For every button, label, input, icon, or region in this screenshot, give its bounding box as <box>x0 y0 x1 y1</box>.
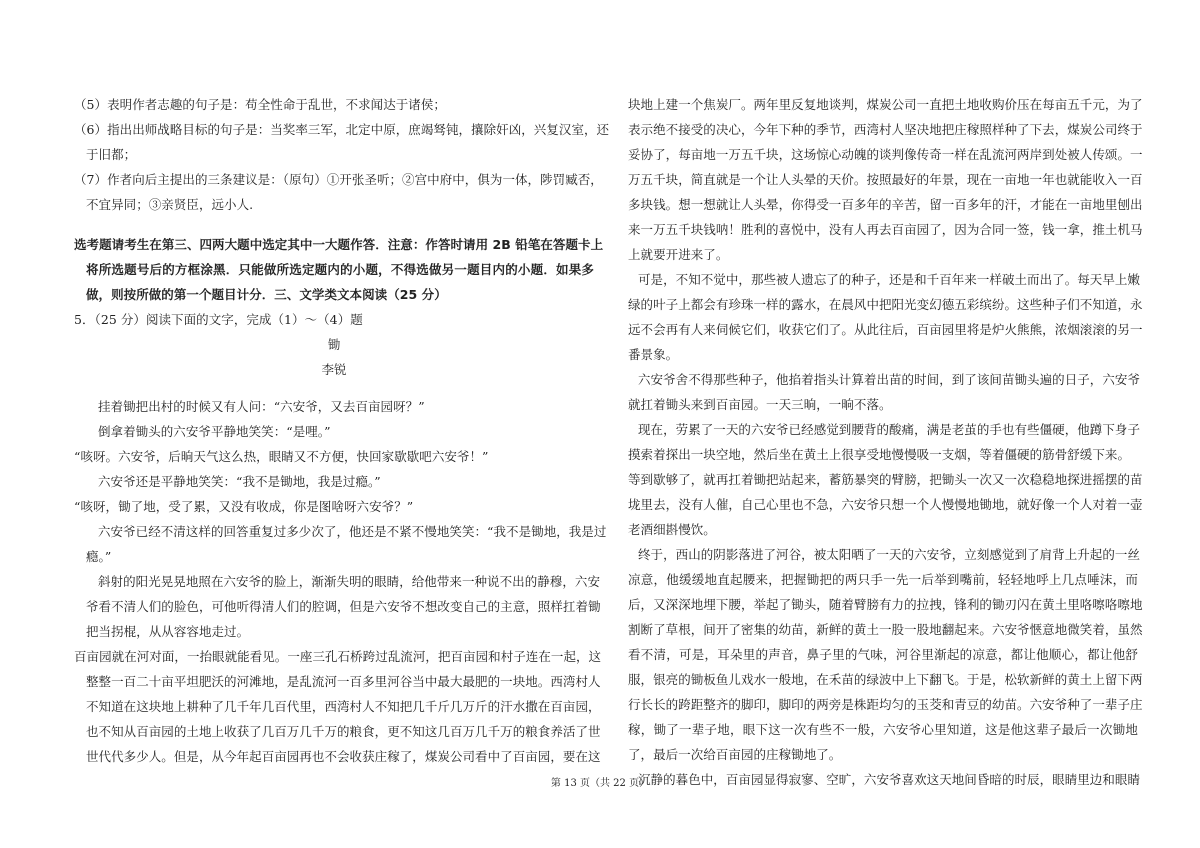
paragraph-2: 倒拿着锄头的六安爷平静地笑笑：“是哩。” <box>98 424 331 439</box>
right-line-10: 远不会再有人来伺候它们，收获它们了。从此往后，百亩园里将是炉火熊熊，浓烟滚滚的另一 <box>628 322 1143 337</box>
right-column <box>628 92 1143 792</box>
right-line-24: 服，银亮的锄板鱼儿戏水一般地，在禾苗的绿波中上下翻飞。于是，松软新鲜的黄土上留下两 <box>628 672 1143 687</box>
right-line-2: 表示绝不接受的决心，今年下种的季节，西湾村人坚决地把庄稼照样种了下去，煤炭公司终于 <box>628 122 1143 137</box>
right-line-8: 可是，不知不觉中，那些被人遗忘了的种子，还是和千百年来一样破土而出了。每天早上嫩 <box>638 272 1141 287</box>
paragraph-7-line-3: 把当拐棍，从从容容地走过。 <box>86 624 250 639</box>
paragraph-8-line-1: 百亩园就在河对面，一抬眼就能看见。一座三孔石桥跨过乱流河，把百亩园和村子连在一起，这 <box>74 649 602 664</box>
paragraph-1: 挂着锄把出村的时候又有人问：“六安爷，又去百亩园呀？” <box>98 399 425 414</box>
right-line-12: 六安爷舍不得那些种子，他掐着指头计算着出苗的时间，到了该间苗锄头遍的日子，六安爷 <box>638 372 1141 387</box>
spacer <box>74 382 594 394</box>
right-line-22: 割断了草根，间开了密集的幼苗，新鲜的黄土一股一股地翻起来。六安爷惬意地微笑着，虽然 <box>628 622 1143 637</box>
paragraph-7-line-1: 斜射的阳光晃晃地照在六安爷的脸上，渐渐失明的眼睛，给他带来一种说不出的静穆，六安 <box>98 574 601 589</box>
answer-7-line-1: （7）作者向后主提出的三条建议是：（原句）①开张圣听；②宫中府中，俱为一体，陟罚臧否， <box>74 172 603 187</box>
instruction-line-3: 做，则按所做的第一个题目计分．三、文学类文本阅读（25 分） <box>86 287 447 302</box>
right-line-15: 摸索着探出一块空地，然后坐在黄土上很享受地慢慢吸一支烟，等着僵硬的筋骨舒缓下来。 <box>628 447 1131 462</box>
answer-7-line-2: 不宜异同；③亲贤臣，远小人. <box>86 197 254 212</box>
right-line-1: 块地上建一个焦炭厂。两年里反复地谈判，煤炭公司一直把土地收购价压在每亩五千元，为了 <box>628 97 1143 112</box>
right-line-19: 终于，西山的阴影落进了河谷，被太阳晒了一天的六安爷，立刻感觉到了肩背上升起的一丝 <box>638 547 1141 562</box>
right-line-13: 就扛着锄头来到百亩园。一天三晌，一晌不落。 <box>628 397 892 412</box>
paragraph-6-line-1: 六安爷已经不清这样的回答重复过多少次了，他还是不紧不慢地笑笑：“我不是锄地，我是过 <box>98 524 607 539</box>
right-line-26: 稼，锄了一辈子地，眼下这一次有些不一般，六安爷心里知道，这是他这辈子最后一次锄地 <box>628 722 1138 737</box>
right-line-18: 老酒细斟慢饮。 <box>628 522 716 537</box>
paragraph-3: “咳呀。六安爷，后晌天气这么热，眼睛又不方便，快回家歇歇吧六安爷！” <box>74 449 489 464</box>
page-footer: 第 13 页（共 22 页） <box>550 778 650 789</box>
answer-5: （5）表明作者志趣的句子是：苟全性命于乱世，不求闻达于诸侯； <box>74 97 446 112</box>
instruction-line-2: 将所选题号后的方框涂黑．只能做所选定题内的小题，不得选做另一题目内的小题．如果多 <box>86 262 594 277</box>
right-line-20: 凉意，他缓缓地直起腰来，把握锄把的两只手一先一后举到嘴前，轻轻地呼上几点唾沫，而 <box>628 572 1138 587</box>
right-line-14: 现在，劳累了一天的六安爷已经感觉到腰背的酸痛，满是老茧的手也有些僵硬，他蹲下身子 <box>638 422 1141 437</box>
right-line-11: 番景象。 <box>628 347 679 362</box>
right-line-7: 上就要开进来了。 <box>628 247 729 262</box>
answer-6-line-2: 于旧都； <box>86 147 137 162</box>
right-line-5: 多块钱。想一想就让人头晕，你得受一百多年的辛苦，留一百多年的汗，才能在一亩地里刨出 <box>628 197 1143 212</box>
spacer <box>74 217 594 232</box>
paragraph-5: “咳呀，锄了地，受了累，又没有收成，你是图啥呀六安爷？” <box>74 499 414 514</box>
right-line-23: 看不清，可是，耳朵里的声音，鼻子里的气味，河谷里渐起的凉意，都让他顺心，都让他舒 <box>628 647 1138 662</box>
question-number: 5．（25 分）阅读下面的文字，完成（1）～（4）题 <box>74 312 363 327</box>
paragraph-8-line-5: 世代代多少人。但是，从今年起百亩园再也不会收获庄稼了，煤炭公司看中了百亩园，要在这 <box>86 749 601 764</box>
right-line-3: 妥协了，每亩地一万五千块，这场惊心动魄的谈判像传奇一样在乱流河两岸到处被人传颂。一 <box>628 147 1143 162</box>
passage-title: 锄 <box>327 337 341 352</box>
instruction-line-1: 选考题请考生在第三、四两大题中选定其中一大题作答．注意：作答时请用 2B 铅笔在答题卡上 <box>74 237 604 252</box>
paragraph-4: 六安爷还是平静地笑笑：“我不是锄地，我是过瘾。” <box>98 474 381 489</box>
passage-author: 李锐 <box>321 362 347 377</box>
right-line-25: 行长长的跨距整齐的脚印，脚印的两旁是株距均匀的玉茭和青豆的幼苗。六安爷种了一辈子庄 <box>628 697 1143 712</box>
paragraph-8-line-3: 不知道在这块地上耕种了几千年几百代里，西湾村人不知把几千斤几万斤的汗水撒在百亩园， <box>86 699 601 714</box>
paragraph-8-line-2: 整整一百二十亩平坦肥沃的河滩地，是乱流河一百多里河谷当中最大最肥的一块地。西湾村人 <box>86 674 601 689</box>
right-line-17: 垅里去，没有人催，自己心里也不急，六安爷只想一个人慢慢地锄地，就好像一个人对着一壶 <box>628 497 1143 512</box>
right-line-21: 后，又深深地埋下腰，举起了锄头，随着臂膀有力的拉拽，锋利的锄刃闪在黄土里咯嚓咯嚓地 <box>628 597 1143 612</box>
right-line-27: 了，最后一次给百亩园的庄稼锄地了。 <box>628 747 842 762</box>
paragraph-7-line-2: 爷看不清人们的脸色，可他听得清人们的腔调，但是六安爷不想改变自己的主意，照样扛着锄 <box>86 599 601 614</box>
right-line-9: 绿的叶子上都会有珍珠一样的露水，在晨风中把阳光变幻德五彩缤纷。这些种子们不知道，永 <box>628 297 1143 312</box>
right-line-16: 等到歇够了，就再扛着锄把站起来，蓄筋暴突的臂膀，把锄头一次又一次稳稳地探进摇摆的苗 <box>628 472 1143 487</box>
right-line-6: 来一万五千块钱呐！胜利的喜悦中，没有人再去百亩园了，因为合同一签，钱一拿，推土机马 <box>628 222 1143 237</box>
paragraph-6-line-2: 瘾。” <box>86 549 112 564</box>
paragraph-8-line-4: 也不知从百亩园的土地上收获了几百万几千万的粮食，更不知这几百万几千万的粮食养活了世 <box>86 724 601 739</box>
right-line-4: 万五千块，简直就是一个让人头晕的天价。按照最好的年景，现在一亩地一年也就能收入一百 <box>628 172 1143 187</box>
right-line-28: 沉静的暮色中，百亩园显得寂寥、空旷，六安爷喜欢这天地间昏暗的时辰，眼睛里边和眼睛 <box>638 772 1141 787</box>
left-column <box>74 92 610 769</box>
answer-6-line-1: （6）指出出师战略目标的句子是：当奖率三军，北定中原，庶竭驽钝，攘除奸凶，兴复汉室，还 <box>74 122 610 137</box>
